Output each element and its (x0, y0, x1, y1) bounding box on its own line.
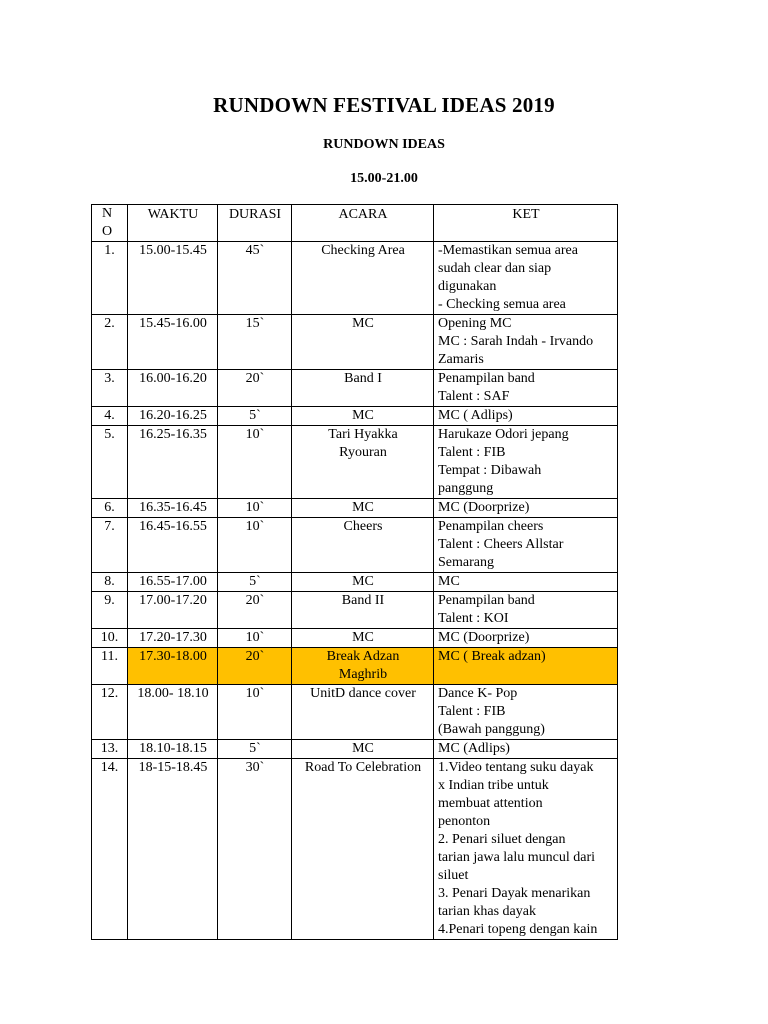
cell-ket: Harukaze Odori jepang Talent : FIB Tempat : Dibawah panggung (434, 426, 618, 499)
cell-ket: -Memastikan semua area sudah clear dan siap digunakan - Checking semua area (434, 242, 618, 315)
cell-ket: MC ( Adlips) (434, 407, 618, 426)
cell-waktu: 17.20-17.30 (128, 629, 218, 648)
cell-no: 7. (92, 518, 128, 573)
cell-no: 9. (92, 592, 128, 629)
cell-ket: MC (Doorprize) (434, 629, 618, 648)
table-row (92, 685, 618, 740)
table-row (92, 518, 618, 573)
cell-acara: Cheers (292, 518, 434, 573)
cell-acara: MC (292, 573, 434, 592)
cell-ket: Dance K- Pop Talent : FIB (Bawah panggung) (434, 685, 618, 740)
cell-ket: 1.Video tentang suku dayak x Indian tribe untuk membuat attention penonton 2. Penari siluet dengan tarian jawa lalu muncul dari siluet 3. Penari Dayak menarikan tarian khas dayak 4.Penari topeng dengan kain (434, 759, 618, 940)
table-row (92, 740, 618, 759)
cell-no: 1. (92, 242, 128, 315)
cell-durasi: 20` (218, 592, 292, 629)
cell-durasi: 30` (218, 759, 292, 940)
cell-ket: MC (434, 573, 618, 592)
cell-no: 5. (92, 426, 128, 499)
time-range: 15.00-21.00 (350, 171, 418, 186)
cell-durasi: 10` (218, 499, 292, 518)
cell-ket: MC (Adlips) (434, 740, 618, 759)
cell-waktu: 16.35-16.45 (128, 499, 218, 518)
cell-durasi: 10` (218, 426, 292, 499)
cell-no: 14. (92, 759, 128, 940)
cell-no: 13. (92, 740, 128, 759)
cell-no: 2. (92, 315, 128, 370)
table-row (92, 242, 618, 315)
document-title: RUNDOWN FESTIVAL IDEAS 2019 (213, 93, 555, 117)
cell-ket: MC ( Break adzan) (434, 648, 618, 685)
cell-waktu: 15.00-15.45 (128, 242, 218, 315)
cell-durasi: 10` (218, 685, 292, 740)
cell-durasi: 20` (218, 370, 292, 407)
cell-waktu: 18-15-18.45 (128, 759, 218, 940)
cell-acara: Road To Celebration (292, 759, 434, 940)
cell-waktu: 15.45-16.00 (128, 315, 218, 370)
cell-acara: MC (292, 407, 434, 426)
cell-waktu: 16.55-17.00 (128, 573, 218, 592)
cell-waktu: 17.30-18.00 (128, 648, 218, 685)
cell-ket: Penampilan cheers Talent : Cheers Allstar Semarang (434, 518, 618, 573)
cell-waktu: 16.45-16.55 (128, 518, 218, 573)
cell-acara: MC (292, 315, 434, 370)
cell-no: 6. (92, 499, 128, 518)
cell-no: 12. (92, 685, 128, 740)
rundown-table (91, 204, 618, 940)
table-row (92, 629, 618, 648)
table-row (92, 592, 618, 629)
cell-no: 11. (92, 648, 128, 685)
table-header-row (92, 205, 618, 242)
header-ket: KET (434, 205, 618, 242)
cell-waktu: 18.10-18.15 (128, 740, 218, 759)
table-row (92, 315, 618, 370)
cell-durasi: 10` (218, 629, 292, 648)
cell-waktu: 16.20-16.25 (128, 407, 218, 426)
cell-durasi: 10` (218, 518, 292, 573)
cell-no: 8. (92, 573, 128, 592)
table-row (92, 426, 618, 499)
cell-durasi: 5` (218, 740, 292, 759)
header-no: N O (92, 205, 128, 242)
cell-no: 10. (92, 629, 128, 648)
cell-ket: Opening MC MC : Sarah Indah - Irvando Zamaris (434, 315, 618, 370)
cell-durasi: 15` (218, 315, 292, 370)
cell-acara: Band I (292, 370, 434, 407)
cell-ket: Penampilan band Talent : SAF (434, 370, 618, 407)
cell-acara: MC (292, 499, 434, 518)
header-waktu: WAKTU (128, 205, 218, 242)
table-row (92, 759, 618, 940)
cell-durasi: 20` (218, 648, 292, 685)
cell-waktu: 17.00-17.20 (128, 592, 218, 629)
cell-durasi: 5` (218, 407, 292, 426)
cell-acara: MC (292, 629, 434, 648)
table-row (92, 648, 618, 685)
cell-acara: Checking Area (292, 242, 434, 315)
cell-acara: MC (292, 740, 434, 759)
cell-acara: Band II (292, 592, 434, 629)
cell-durasi: 5` (218, 573, 292, 592)
cell-acara: Break Adzan Maghrib (292, 648, 434, 685)
table-row (92, 370, 618, 407)
header-durasi: DURASI (218, 205, 292, 242)
cell-acara: UnitD dance cover (292, 685, 434, 740)
cell-waktu: 16.00-16.20 (128, 370, 218, 407)
document-subtitle: RUNDOWN IDEAS (323, 137, 445, 152)
cell-durasi: 45` (218, 242, 292, 315)
cell-waktu: 18.00- 18.10 (128, 685, 218, 740)
cell-ket: MC (Doorprize) (434, 499, 618, 518)
table-row (92, 573, 618, 592)
cell-acara: Tari Hyakka Ryouran (292, 426, 434, 499)
cell-no: 3. (92, 370, 128, 407)
table-row (92, 499, 618, 518)
cell-ket: Penampilan band Talent : KOI (434, 592, 618, 629)
table-row (92, 407, 618, 426)
cell-waktu: 16.25-16.35 (128, 426, 218, 499)
header-acara: ACARA (292, 205, 434, 242)
table-body (92, 242, 618, 940)
cell-no: 4. (92, 407, 128, 426)
